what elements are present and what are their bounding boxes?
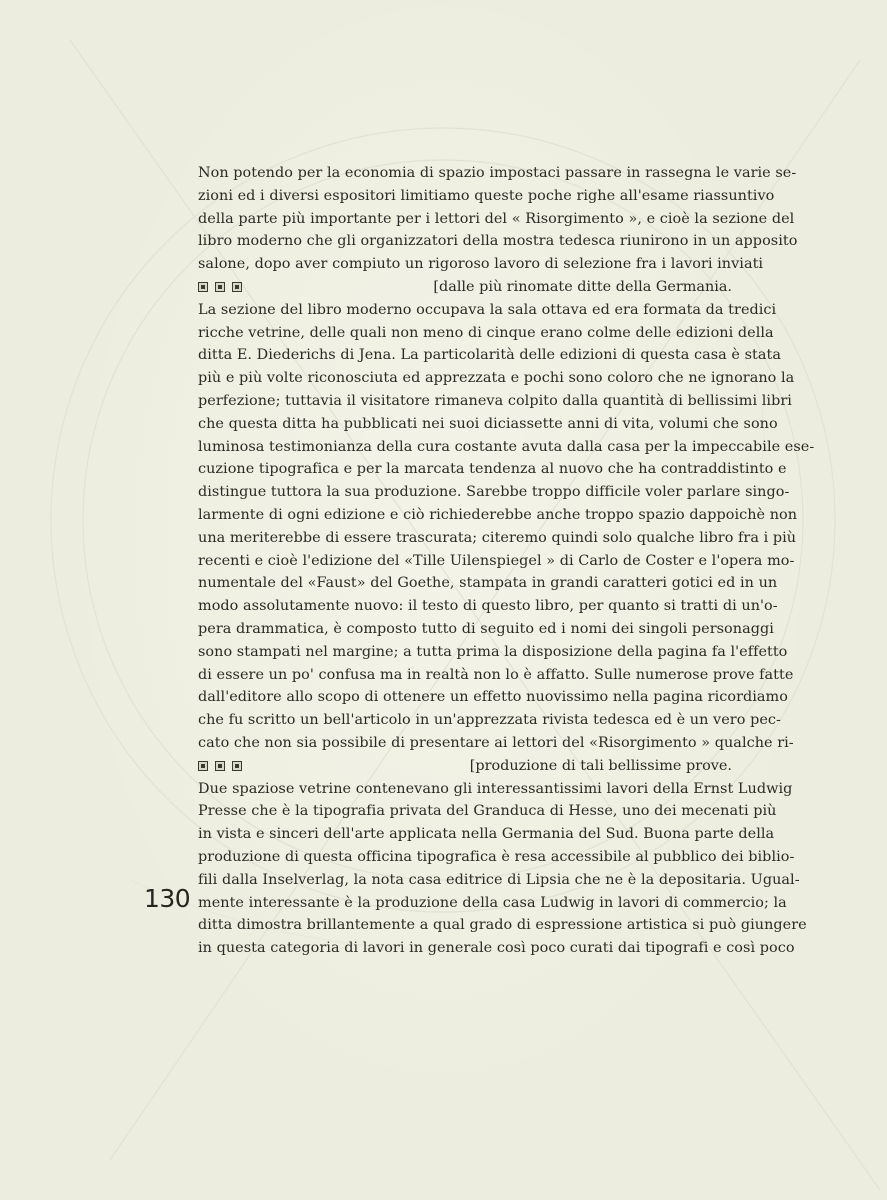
text-line: in vista e sinceri dell'arte applicata nella Germania del Sud. Buona parte della: [198, 826, 775, 843]
text-line: fili dalla Inselverlag, la nota casa editrice di Lipsia che ne è la depositaria. Ugual-: [198, 871, 800, 888]
text-line: pera drammatica, è composto tutto di seguito ed i nomi dei singoli personaggi: [198, 620, 774, 637]
text-line: luminosa testimonianza della cura costante avuta dalla casa per la impeccabile ese-: [198, 438, 815, 455]
text-line: della parte più importante per i lettori del « Risorgimento », e cioè la sezione del: [198, 210, 795, 227]
ornament-line: [198, 276, 732, 299]
text-line: in questa categoria di lavori in generale così poco curati dai tipografi e così poco: [198, 940, 795, 957]
text-line: [dalle più rinomate ditte della Germania.: [433, 278, 732, 295]
square-ornament-icon: [198, 761, 208, 771]
text-line: di essere un po' confusa ma in realtà non lo è affatto. Sulle numerose prove fatte: [198, 666, 794, 683]
text-line: mente interessante è la produzione della casa Ludwig in lavori di commercio; la: [198, 894, 787, 911]
text-line: libro moderno che gli organizzatori della mostra tedesca riunirono in un apposito: [198, 233, 798, 250]
text-line: Non potendo per la economia di spazio impostaci passare in rassegna le varie se-: [198, 165, 797, 181]
text-line: ditta dimostra brillantemente a qual grado di espressione artistica si può giungere: [198, 917, 807, 934]
text-line: numentale del «Faust» del Goethe, stampata in grandi caratteri gotici ed in un: [198, 575, 778, 592]
text-line: dall'editore allo scopo di ottenere un effetto nuovissimo nella pagina ricordiamo: [198, 689, 788, 706]
text-line: modo assolutamente nuovo: il testo di questo libro, per quanto si tratti di un'o-: [198, 598, 778, 615]
text-line: Due spaziose vetrine contenevano gli interessantissimi lavori della Ernst Ludwig: [198, 780, 793, 797]
text-line: salone, dopo aver compiuto un rigoroso lavoro di selezione fra i lavori inviati: [198, 256, 764, 273]
square-ornament-icon: [198, 282, 208, 292]
text-line: Presse che è la tipografia privata del Granduca di Hesse, uno dei mecenati più: [198, 803, 777, 820]
ornament-group: [198, 761, 242, 771]
text-line: ditta E. Diederichs di Jena. La particolarità delle edizioni di questa casa è stata: [198, 347, 781, 364]
text-line: zioni ed i diversi espositori limitiamo queste poche righe all'esame riassuntivo: [198, 187, 775, 204]
ornament-group: [198, 282, 242, 292]
ornament-line: [198, 755, 732, 778]
text-line: perfezione; tuttavia il visitatore rimaneva colpito dalla quantità di bellissimi libri: [198, 392, 792, 409]
text-line: che fu scritto un bell'articolo in un'apprezzata rivista tedesca ed è un vero pec-: [198, 712, 781, 729]
text-line: La sezione del libro moderno occupava la sala ottava ed era formata da tredici: [198, 301, 777, 318]
article-text: [198, 162, 815, 960]
text-line: sono stampati nel margine; a tutta prima la disposizione della pagina fa l'effetto: [198, 643, 788, 660]
text-line: ricche vetrine, delle quali non meno di cinque erano colme delle edizioni della: [198, 324, 774, 341]
square-ornament-icon: [215, 282, 225, 292]
page-number: 130: [144, 884, 191, 913]
text-line: larmente di ogni edizione e ciò richiederebbe anche troppo spazio dappoichè non: [198, 506, 798, 523]
text-line: produzione di questa officina tipografica è resa accessibile al pubblico dei biblio-: [198, 848, 795, 865]
square-ornament-icon: [215, 761, 225, 771]
text-line: cato che non sia possibile di presentare ai lettori del «Risorgimento » qualche ri-: [198, 734, 794, 751]
square-ornament-icon: [232, 282, 242, 292]
text-line: cuzione tipografica e per la marcata tendenza al nuovo che ha contraddistinto e: [198, 461, 787, 478]
text-line: [produzione di tali bellissime prove.: [469, 757, 732, 774]
text-line: più e più volte riconosciuta ed apprezzata e pochi sono coloro che ne ignorano la: [198, 370, 795, 387]
text-line: che questa ditta ha pubblicati nei suoi diciassette anni di vita, volumi che sono: [198, 415, 778, 432]
text-line: recenti e cioè l'edizione del «Tille Uilenspiegel » di Carlo de Coster e l'opera mo-: [198, 552, 795, 569]
text-line: una meriterebbe di essere trascurata; citeremo quindi solo qualche libro fra i più: [198, 529, 797, 546]
square-ornament-icon: [232, 761, 242, 771]
text-line: distingue tuttora la sua produzione. Sarebbe troppo difficile voler parlare singo-: [198, 484, 790, 501]
